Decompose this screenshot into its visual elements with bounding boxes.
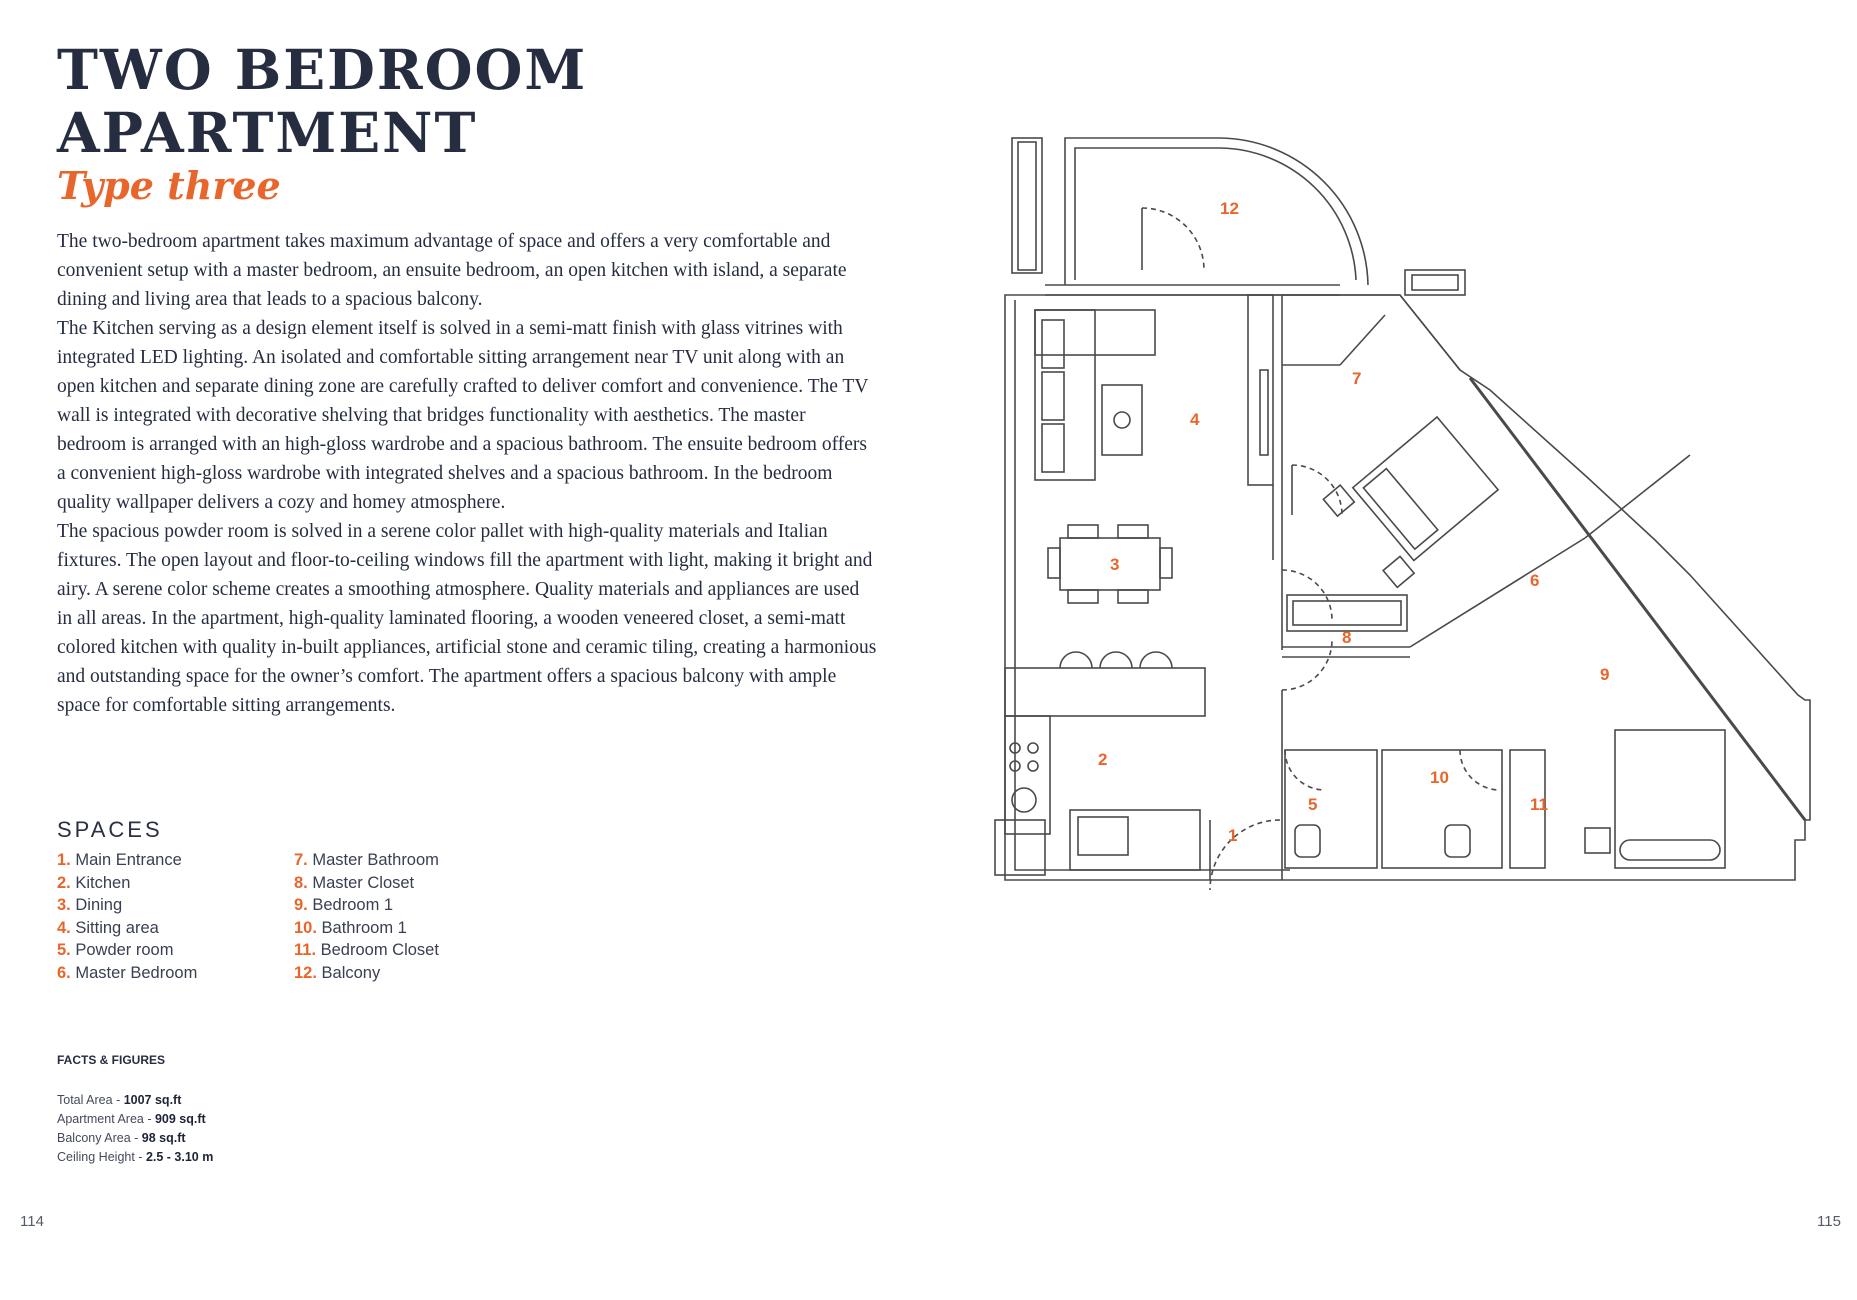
fact-item: Apartment Area - 909 sq.ft bbox=[57, 1112, 206, 1126]
kitchen-fridge bbox=[995, 820, 1045, 875]
description-paragraph: The spacious powder room is solved in a serene color pallet with high-quality materials and Italian fixtures. The open layout and floor-to-ceiling windows fill the apartment with light, making it bright and airy. A serene color scheme creates a smoothing atmosphere. Quality materials and appliances are used in all areas. In the apartment, high-quality laminated flooring, a wooden veneered closet, a semi-matt colored kitchen with quality in-built appliances, artificial stone and ceramic tiling, creating a harmonious and outstanding space for the owner’s comfort. The apartment offers a spacious balcony with ample space for comfortable sitting arrangements. bbox=[57, 521, 877, 716]
master-bed bbox=[1323, 409, 1504, 587]
powder-room bbox=[1285, 750, 1377, 868]
dining-chair bbox=[1068, 525, 1098, 538]
fact-item: Ceiling Height - 2.5 - 3.10 m bbox=[57, 1150, 214, 1164]
toilet bbox=[1445, 825, 1470, 857]
room-label-6: 6 bbox=[1530, 571, 1540, 590]
dining-chair bbox=[1118, 590, 1148, 603]
toilet bbox=[1295, 825, 1320, 857]
room-label-3: 3 bbox=[1110, 555, 1120, 574]
facts-heading: FACTS & FIGURES bbox=[57, 1053, 166, 1067]
space-item: 12. Balcony bbox=[294, 963, 381, 982]
coffee-table bbox=[1102, 385, 1142, 455]
floor-plan-walls bbox=[995, 138, 1810, 890]
facts-list bbox=[57, 1091, 213, 1167]
kitchen-island bbox=[1005, 668, 1205, 716]
space-item: 6. Master Bedroom bbox=[57, 963, 198, 982]
bedroom-nightstand bbox=[1585, 828, 1610, 853]
balcony-side-block-inner bbox=[1412, 275, 1458, 290]
floor-plan bbox=[990, 120, 1820, 900]
balcony-railing bbox=[1012, 138, 1042, 273]
kitchen-sink-counter bbox=[1070, 810, 1200, 870]
page-subtitle: Type three bbox=[57, 163, 281, 208]
title-line-1: TWO BEDROOM bbox=[57, 37, 588, 102]
master-bath-diagonal bbox=[1340, 315, 1385, 365]
room-labels bbox=[1098, 199, 1609, 845]
kitchen-counter bbox=[1005, 716, 1050, 834]
coffee-table-decor bbox=[1114, 412, 1130, 428]
bar-stool bbox=[1060, 652, 1092, 668]
page-title bbox=[57, 38, 587, 164]
kitchen-burner bbox=[1028, 743, 1038, 753]
room-label-7: 7 bbox=[1352, 369, 1362, 388]
dining-chair bbox=[1068, 590, 1098, 603]
dining-chair bbox=[1118, 525, 1148, 538]
balcony-railing-inner bbox=[1018, 142, 1036, 270]
space-item: 10. Bathroom 1 bbox=[294, 918, 407, 937]
balcony-door-swing bbox=[1142, 208, 1204, 270]
bath1-door-swing bbox=[1460, 750, 1500, 790]
room-label-11: 11 bbox=[1530, 795, 1548, 814]
sofa-cushion bbox=[1042, 424, 1064, 472]
room-label-8: 8 bbox=[1342, 628, 1352, 647]
spaces-heading: SPACES bbox=[57, 817, 163, 842]
space-item: 7. Master Bathroom bbox=[294, 851, 439, 869]
balcony-inner bbox=[1075, 148, 1356, 280]
fact-item: Total Area - 1007 sq.ft bbox=[57, 1093, 182, 1107]
dining-chair bbox=[1048, 548, 1060, 578]
page-number-right: 115 bbox=[1817, 1213, 1841, 1230]
space-item: 5. Powder room bbox=[57, 941, 174, 959]
description-paragraph: The two-bedroom apartment takes maximum advantage of space and offers a very comfortable and convenient setup with a master bedroom, an ensuite bedroom, an open kitchen with island, a separate dining and living area that leads to a spacious balcony. bbox=[57, 231, 847, 310]
space-item: 1. Main Entrance bbox=[57, 851, 182, 869]
bedroom-divider bbox=[1585, 455, 1690, 538]
space-item: 4. Sitting area bbox=[57, 918, 159, 937]
kitchen-burner bbox=[1028, 761, 1038, 771]
page-number-left: 114 bbox=[20, 1213, 44, 1230]
sofa-cushion bbox=[1042, 372, 1064, 420]
tv-unit bbox=[1260, 370, 1268, 455]
space-item: 2. Kitchen bbox=[57, 873, 131, 892]
bar-stool bbox=[1140, 652, 1172, 668]
balcony-side-block bbox=[1405, 270, 1465, 295]
title-line-2: APARTMENT bbox=[57, 100, 478, 165]
corridor-wall-3 bbox=[1410, 538, 1585, 647]
fact-item: Balcony Area - 98 sq.ft bbox=[57, 1131, 186, 1145]
spaces-list-right bbox=[294, 849, 439, 984]
description bbox=[57, 227, 877, 720]
room-label-9: 9 bbox=[1600, 665, 1610, 684]
space-item: 8. Master Closet bbox=[294, 873, 415, 892]
room-label-2: 2 bbox=[1098, 750, 1108, 769]
master-closet-inner bbox=[1293, 601, 1401, 625]
space-item: 3. Dining bbox=[57, 896, 123, 914]
room-label-4: 4 bbox=[1190, 410, 1200, 429]
description-paragraph: The Kitchen serving as a design element itself is solved in a semi-matt finish with glass vitrines with integrated LED lighting. An isolated and comfortable sitting arrangement near TV unit along with an open kitchen and separate dining zone are carefully crafted to deliver comfort and convenience. The TV wall is integrated with decorative shelving that bridges functionality with aesthetics. The master bedroom is arranged with an high-gloss wardrobe and a spacious bathroom. The ensuite bedroom offers a convenient high-gloss wardrobe with integrated shelves and a spacious bathroom. In the bedroom quality wallpaper delivers a cozy and homey atmosphere. bbox=[57, 318, 869, 513]
room-label-10: 10 bbox=[1430, 768, 1449, 787]
powder-door-swing bbox=[1285, 750, 1325, 790]
bar-stool bbox=[1100, 652, 1132, 668]
kitchen-sink bbox=[1078, 817, 1128, 855]
room-label-1: 1 bbox=[1228, 826, 1238, 845]
balcony-outline bbox=[1065, 138, 1368, 285]
room-label-12: 12 bbox=[1220, 199, 1239, 218]
space-item: 9. Bedroom 1 bbox=[294, 896, 394, 914]
sofa-side bbox=[1035, 310, 1095, 480]
window-diagonal bbox=[1470, 378, 1805, 820]
sofa-cushion bbox=[1042, 320, 1064, 368]
master-bath-walls bbox=[1282, 295, 1460, 370]
dining-chair bbox=[1160, 548, 1172, 578]
space-item: 11. Bedroom Closet bbox=[294, 941, 439, 959]
bedroom-bed bbox=[1615, 730, 1725, 868]
bedroom-bed-pillows bbox=[1620, 840, 1720, 860]
room-label-5: 5 bbox=[1308, 795, 1318, 814]
spaces-list-left bbox=[57, 849, 197, 984]
outer-wall bbox=[1005, 295, 1810, 880]
